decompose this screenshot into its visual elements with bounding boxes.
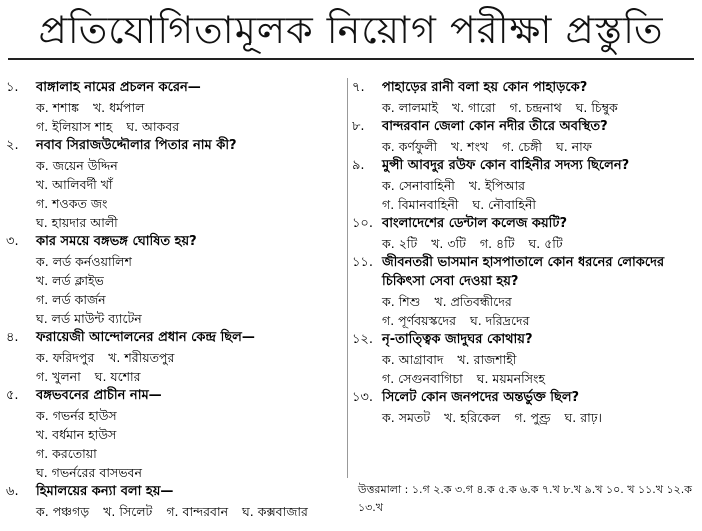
answer-option: ঘ. ময়মনসিংহ bbox=[476, 371, 545, 386]
option-row bbox=[36, 98, 342, 117]
answer-option: খ. শংখ bbox=[451, 139, 489, 154]
answer-option: গ. পূর্ণবয়স্কদের bbox=[382, 313, 456, 328]
question-number: ১. bbox=[6, 80, 19, 95]
option-row bbox=[36, 367, 342, 386]
question-text: নৃ-তাত্ত্বিক জাদুঘর কোথায়? bbox=[382, 332, 533, 347]
right-column bbox=[352, 78, 698, 427]
option-row bbox=[382, 176, 698, 195]
answer-option: খ. প্রতিবন্ধীদের bbox=[434, 294, 512, 309]
answer-option: ক. ফরিদপুর bbox=[36, 350, 95, 365]
answer-option: গ. খুলনা bbox=[36, 369, 81, 384]
answer-option: ক. সেনাবাহিনী bbox=[382, 178, 455, 193]
question-block bbox=[352, 78, 698, 117]
question-number: ৬. bbox=[6, 484, 19, 499]
options-group bbox=[382, 137, 698, 156]
options-group bbox=[36, 348, 342, 386]
answer-option: ক. শশাঙ্ক bbox=[36, 100, 79, 115]
answer-option: ঘ. ৫টি bbox=[528, 236, 563, 251]
question-block bbox=[6, 482, 342, 521]
question-block bbox=[6, 386, 342, 482]
answer-option: ঘ. নাফ bbox=[556, 139, 592, 154]
answer-option: খ. হরিকেল bbox=[444, 410, 501, 425]
answer-option: খ. শরীয়তপুর bbox=[108, 350, 175, 365]
answer-option: ক. সমতট bbox=[382, 410, 431, 425]
options-group bbox=[36, 252, 342, 328]
question-block bbox=[352, 117, 698, 156]
answer-option: গ. সেগুনবাগিচা bbox=[382, 371, 463, 386]
answer-option: ক. কর্ণফুলী bbox=[382, 139, 438, 154]
question-text: বঙ্গভবনের প্রাচীন নাম— bbox=[36, 388, 162, 403]
answer-option: গ. শওকত জং bbox=[36, 196, 108, 211]
question-text: সিলেট কোন জনপদের অন্তর্ভুক্ত ছিল? bbox=[382, 390, 580, 405]
answer-option: ক. ২টি bbox=[382, 236, 418, 251]
question-number: ৩. bbox=[6, 234, 19, 249]
answer-option: খ. ইপিআর bbox=[468, 178, 526, 193]
answer-option: গ. করতোয়া bbox=[36, 446, 97, 461]
options-group bbox=[382, 408, 698, 427]
answer-option: ক. লালমাই bbox=[382, 100, 439, 115]
answer-option: ক. গভর্নর হাউস bbox=[36, 408, 117, 423]
answer-option: ঘ. হায়দার আলী bbox=[36, 215, 118, 230]
answer-option: খ. গারো bbox=[452, 100, 496, 115]
question-number: ৫. bbox=[6, 388, 19, 403]
answer-option: ঘ. চিম্বুক bbox=[575, 100, 618, 115]
options-group bbox=[36, 98, 342, 136]
answer-option: ক. পঞ্চগড় bbox=[36, 504, 90, 519]
answer-option: গ. চন্দ্রনাথ bbox=[509, 100, 562, 115]
option-row bbox=[36, 117, 342, 136]
answer-option: ঘ. রাঢ়। bbox=[564, 410, 602, 425]
question-number: ১০. bbox=[352, 216, 374, 231]
question-number: ৯. bbox=[352, 158, 365, 173]
options-group bbox=[36, 406, 342, 482]
question-number: ২. bbox=[6, 138, 19, 153]
answer-option: গ. ৪টি bbox=[479, 236, 515, 251]
question-block bbox=[6, 328, 342, 386]
answer-option: ঘ. নৌবাহিনী bbox=[472, 197, 537, 212]
answer-option: ঘ. দরিদ্রদের bbox=[469, 313, 530, 328]
answer-option: খ. রাজশাহী bbox=[457, 352, 517, 367]
answer-option: গ. পুণ্ড্র bbox=[514, 410, 551, 425]
question-number: ৭. bbox=[352, 80, 365, 95]
answer-option: ঘ. যশোর bbox=[94, 369, 141, 384]
answer-option: খ. ধর্মপাল bbox=[92, 100, 145, 115]
options-group bbox=[382, 350, 698, 388]
option-row bbox=[382, 350, 698, 369]
question-block bbox=[6, 232, 342, 328]
answer-key: উত্তরমালা : ১.গ ২.ক ৩.গ ৪.ক ৫.ক ৬.ক ৭.খ ৮.খ ৯.খ ১০. খ ১১.খ ১২.ক ১৩.খ bbox=[358, 483, 692, 514]
title-underline bbox=[8, 58, 694, 60]
question-block bbox=[6, 78, 342, 136]
question-text: বাংলাদেশের ডেন্টাল কলেজ কয়টি? bbox=[382, 216, 568, 231]
answer-option: ঘ. কক্সবাজার bbox=[242, 504, 308, 519]
options-group bbox=[36, 502, 342, 521]
option-row bbox=[382, 311, 698, 330]
answer-option: গ. বান্দরবান bbox=[166, 504, 229, 519]
answer-option: ক. লর্ড কর্নওয়ালিশ bbox=[36, 254, 132, 269]
page-title: প্রতিযোগিতামূলক নিয়োগ পরীক্ষা প্রস্তুতি bbox=[38, 8, 664, 52]
question-block bbox=[352, 214, 698, 253]
options-group bbox=[382, 234, 698, 253]
answer-option: ক. আগ্রাবাদ bbox=[382, 352, 444, 367]
answer-option: ঘ. লর্ড মাউন্ট ব্যাটেন bbox=[36, 311, 142, 326]
options-group bbox=[36, 156, 342, 232]
answer-option: খ. ৩টি bbox=[431, 236, 466, 251]
left-column bbox=[6, 78, 342, 521]
options-group bbox=[382, 292, 698, 330]
question-text: বান্দরবান জেলা কোন নদীর তীরে অবস্থিত? bbox=[382, 119, 608, 134]
options-group bbox=[382, 176, 698, 214]
question-block bbox=[352, 253, 698, 330]
question-text: কার সময়ে বঙ্গভঙ্গ ঘোষিত হয়? bbox=[36, 234, 197, 249]
answer-option: ঘ. আকবর bbox=[126, 119, 180, 134]
question-block bbox=[6, 136, 342, 232]
question-text: ফরায়েজী আন্দোলনের প্রধান কেন্দ্র ছিল— bbox=[36, 330, 255, 345]
question-number: ১১. bbox=[352, 255, 374, 270]
column-divider bbox=[347, 78, 348, 478]
answer-option: খ. বর্ধমান হাউস bbox=[36, 427, 117, 442]
answer-option: গ. লর্ড কার্জন bbox=[36, 292, 106, 307]
answer-option: গ. ইলিয়াস শাহ bbox=[36, 119, 113, 134]
answer-option: ক. শিশু bbox=[382, 294, 421, 309]
question-text: হিমালয়ের কন্যা বলা হয়— bbox=[36, 484, 174, 499]
option-row bbox=[382, 369, 698, 388]
answer-option: খ. সিলেট bbox=[103, 504, 153, 519]
question-block bbox=[352, 330, 698, 388]
answer-option: ঘ. গভর্নরের বাসভবন bbox=[36, 465, 142, 480]
answer-option: গ. চেঙ্গী bbox=[502, 139, 542, 154]
answer-option: ক. জয়েন উদ্দিন bbox=[36, 158, 118, 173]
question-text: বাঙ্গালাহ নামের প্রচলন করেন— bbox=[36, 80, 201, 95]
question-text: পাহাড়ের রানী বলা হয় কোন পাহাড়কে? bbox=[382, 80, 588, 95]
question-text: মুন্সী আবদুর রউফ কোন বাহিনীর সদস্য ছিলেন? bbox=[382, 158, 630, 173]
question-text: নবাব সিরাজউদ্দৌলার পিতার নাম কী? bbox=[36, 138, 237, 153]
answer-option: গ. বিমানবাহিনী bbox=[382, 197, 459, 212]
question-number: ১৩. bbox=[352, 390, 374, 405]
question-block bbox=[352, 388, 698, 427]
question-block bbox=[352, 156, 698, 214]
option-row bbox=[36, 348, 342, 367]
options-group bbox=[382, 98, 698, 117]
question-number: ১২. bbox=[352, 332, 374, 347]
answer-option: খ. আলিবর্দী খাঁ bbox=[36, 177, 113, 192]
question-number: ৪. bbox=[6, 330, 19, 345]
answer-option: খ. লর্ড ক্লাইভ bbox=[36, 273, 104, 288]
question-number: ৮. bbox=[352, 119, 365, 134]
option-row bbox=[382, 292, 698, 311]
option-row bbox=[382, 195, 698, 214]
question-text: জীবনতরী ভাসমান হাসপাতালে কোন ধরনের লোকদের চিকিৎসা সেবা দেওয়া হয়? bbox=[382, 255, 665, 289]
